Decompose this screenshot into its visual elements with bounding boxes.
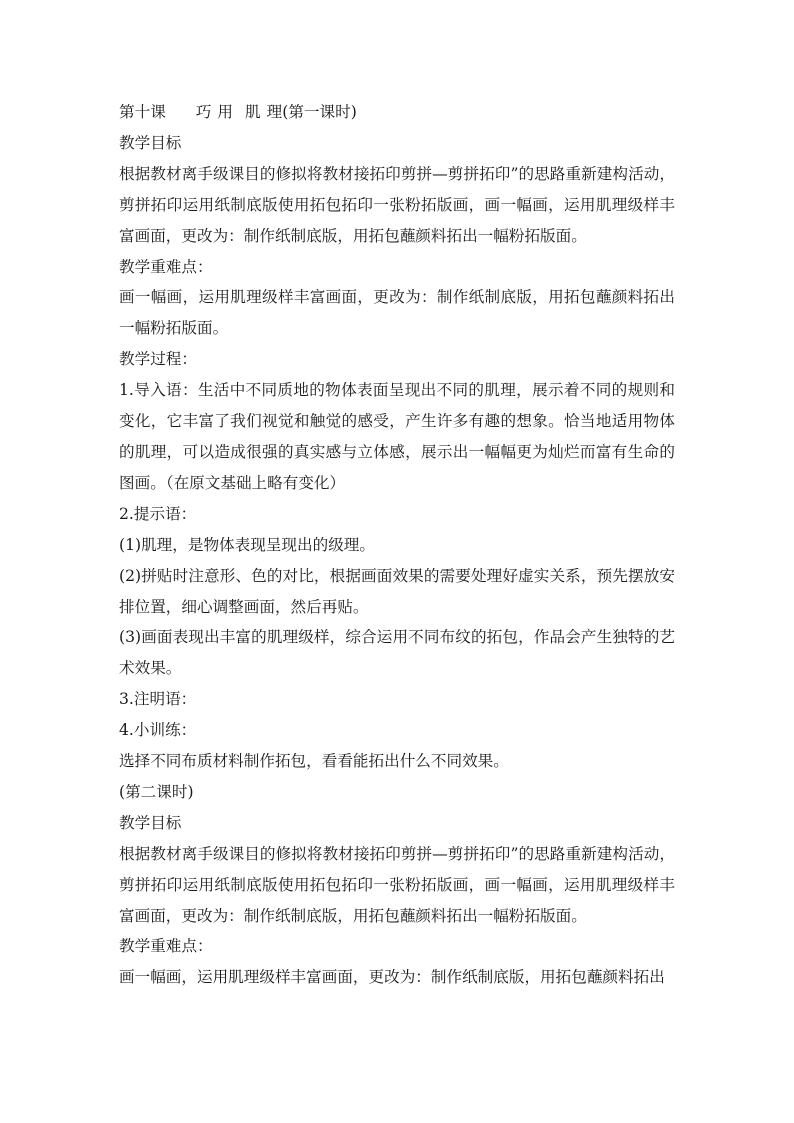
lesson-title [119,97,675,128]
heading-notes: 3.注明语： [119,690,197,709]
heading-tips: 2.提示语： [119,504,197,523]
paragraph-objectives-2: 根据教材离手级课目的修拟将教材接拓印剪拼—剪拼拓印”的思路重新建构活动，剪拼拓印运用纸制底版使用拓包拓印一张粉拓版画，画一幅画，运用肌理级样丰富画面，更改为：制作纸制底版，用拓包蘸颜料拓出一幅粉拓版面。 [119,844,675,925]
tip-item-3: (3)画面表现出丰富的肌理级样，综合运用不同布纹的拓包，作品会产生独特的艺术效果。 [119,628,675,678]
paragraph-key-points: 画一幅画，运用肌理级样丰富画面，更改为：制作纸制底版，用拓包蘸颜料拓出一幅粉拓版面。 [119,288,675,338]
heading-key-points-2: 教学重难点： [119,937,213,956]
heading-second-session: (第二课时) [119,782,194,801]
heading-objectives-2: 教学目标 [119,813,182,832]
lesson-session: (第一课时) [282,103,357,121]
title-char-4: 理 [266,103,283,121]
heading-process: 教学过程： [119,350,197,369]
tip-item-2: (2)拼贴时注意形、色的对比，根据画面效果的需要处理好虚实关系，预先摆放安排位置，细心调整画面，然后再贴。 [119,566,675,616]
tip-item-1: (1)肌理，是物体表现呈现出的级理。 [119,535,375,554]
heading-objectives: 教学目标 [119,133,182,152]
lesson-number: 第十课 [119,103,166,121]
paragraph-practice: 选择不同布质材料制作拓包，看看能拓出什么不同效果。 [119,752,509,771]
title-char-2: 用 [217,103,234,121]
heading-key-points: 教学重难点： [119,257,213,276]
heading-practice: 4.小训练： [119,721,197,740]
paragraph-key-points-2: 画一幅画，运用肌理级样丰富画面，更改为：制作纸制底版，用拓包蘸颜料拓出 [119,968,665,987]
paragraph-intro: 1.导入语：生活中不同质地的物体表面呈现出不同的肌理，展示着不同的规则和变化，它丰富了我们视觉和触觉的感受，产生许多有趣的想象。恰当地适用物体的肌理，可以造成很强的真实感与立体感，展示出一幅幅更为灿烂而富有生命的图画。（在原文基础上略有变化） [119,381,675,492]
title-char-1: 巧 [195,103,212,121]
document-body [119,97,675,993]
title-char-3: 肌 [245,103,261,121]
paragraph-objectives: 根据教材离手级课目的修拟将教材接拓印剪拼—剪拼拓印”的思路重新建构活动，剪拼拓印运用纸制底版使用拓包拓印一张粉拓版画，画一幅画，运用肌理级样丰富画面，更改为：制作纸制底版，用拓包蘸颜料拓出一幅粉拓版面。 [119,164,675,245]
